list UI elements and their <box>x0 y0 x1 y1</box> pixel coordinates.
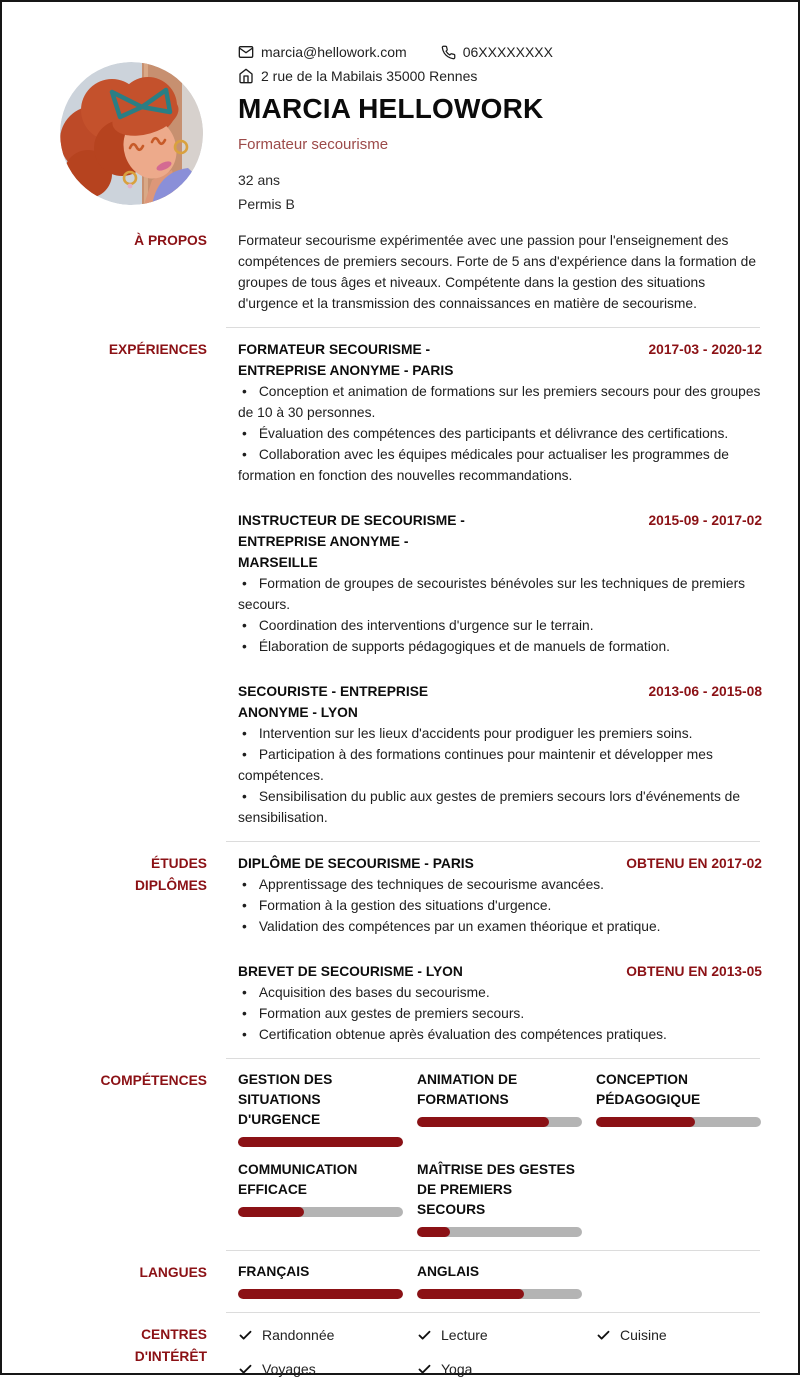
skill-name: COMMUNICATION EFFICACE <box>238 1162 358 1197</box>
header <box>2 2 798 216</box>
section-languages <box>2 1262 798 1299</box>
bullet-text: Conception et animation de formations sur les premiers secours pour des groupes de 10 à 30 personnes. <box>238 384 761 420</box>
divider <box>226 1312 760 1313</box>
check-icon <box>238 1362 253 1377</box>
bullet-icon: • <box>242 985 247 1000</box>
skill-bar-fill <box>596 1117 695 1127</box>
bullet-item <box>238 786 762 828</box>
experience-date: 2015-09 - 2017-02 <box>648 513 762 528</box>
section-skills <box>2 1070 798 1237</box>
bullet-icon: • <box>242 618 247 633</box>
contact-phone <box>441 40 553 64</box>
check-icon <box>417 1328 432 1343</box>
bullet-item <box>238 444 762 486</box>
experience-entry <box>238 510 762 657</box>
phone-icon <box>441 45 456 60</box>
skill-bar <box>596 1117 761 1127</box>
skill-bar-fill <box>417 1117 549 1127</box>
skill-name: CONCEPTION PÉDAGOGIQUE <box>596 1072 701 1107</box>
language <box>238 1262 403 1299</box>
section-label-about: À PROPOS <box>134 233 207 248</box>
bullet-item <box>238 895 762 916</box>
skill-name: MAÎTRISE DES GESTES DE PREMIERS SECOURS <box>417 1162 575 1217</box>
experience-title: INSTRUCTEUR DE SECOURISME - ENTREPRISE ANONYME - MARSEILLE <box>238 513 465 570</box>
education-title: DIPLÔME DE SECOURISME - PARIS <box>238 856 474 871</box>
divider <box>226 1250 760 1251</box>
section-label-interests <box>2 1324 207 1368</box>
section-label-line: D'INTÉRÊT <box>134 1349 207 1364</box>
skill <box>238 1070 403 1147</box>
bullet-icon: • <box>242 919 247 934</box>
bullet-text: Élaboration de supports pédagogiques et de manuels de formation. <box>258 639 670 654</box>
skill-bar-fill <box>238 1137 403 1147</box>
section-about <box>2 230 798 314</box>
experience-date: 2017-03 - 2020-12 <box>648 342 762 357</box>
skill <box>596 1070 761 1127</box>
divider <box>226 327 760 328</box>
address-text: 2 rue de la Mabilais 35000 Rennes <box>261 68 478 84</box>
language-name: FRANÇAIS <box>238 1264 310 1279</box>
divider <box>226 841 760 842</box>
cv-page <box>2 2 798 1377</box>
bullet-icon: • <box>242 1027 247 1042</box>
experience-title: SECOURISTE - ENTREPRISE ANONYME - LYON <box>238 684 429 720</box>
experience-title: FORMATEUR SECOURISME - ENTREPRISE ANONYME - PARIS <box>238 342 454 378</box>
bullet-text: Validation des compétences par un examen théorique et pratique. <box>258 919 661 934</box>
about-text: Formateur secourisme expérimentée avec une passion pour l'enseignement des compétences de premiers secours. Forte de 5 ans d'expérience dans la formation de groupes de tous âges et niveaux. Compétente dans la gestion des situations d'urgence et la transmission des connaissances en matière de secourisme. <box>238 233 756 311</box>
skill-bar-fill <box>417 1227 450 1237</box>
bullet-icon: • <box>242 639 247 654</box>
experience-date: 2013-06 - 2015-08 <box>648 684 762 699</box>
divider <box>226 1058 760 1059</box>
interest-item <box>238 1324 403 1346</box>
bullet-text: Acquisition des bases du secourisme. <box>258 985 490 1000</box>
envelope-icon <box>238 44 254 60</box>
education-entry <box>238 853 762 937</box>
skill <box>417 1160 582 1237</box>
bullet-text: Formation à la gestion des situations d'urgence. <box>258 898 552 913</box>
bullet-text: Évaluation des compétences des participants et délivrance des certifications. <box>258 426 729 441</box>
bullet-item <box>238 615 762 636</box>
skill <box>238 1160 403 1217</box>
bullet-text: Formation aux gestes de premiers secours. <box>258 1006 525 1021</box>
interest-item <box>238 1358 403 1380</box>
language-bar <box>238 1289 403 1299</box>
skill-bar <box>417 1117 582 1127</box>
header-main <box>238 40 758 216</box>
language <box>417 1262 582 1299</box>
interest-item <box>417 1358 582 1380</box>
bullet-text: Certification obtenue après évaluation des compétences pratiques. <box>258 1027 667 1042</box>
skill-bar <box>238 1207 403 1217</box>
education-entry <box>238 961 762 1045</box>
check-icon <box>596 1328 611 1343</box>
check-icon <box>417 1362 432 1377</box>
home-icon <box>238 68 254 84</box>
interest-item <box>596 1324 761 1346</box>
skill <box>417 1070 582 1127</box>
bullet-icon: • <box>242 877 247 892</box>
email-text: marcia@hellowork.com <box>261 44 407 60</box>
bullet-item <box>238 723 762 744</box>
section-label-languages: LANGUES <box>139 1265 207 1280</box>
bullet-text: Sensibilisation du public aux gestes de premiers secours lors d'événements de sensibilisation. <box>238 789 741 825</box>
contact-row-2 <box>238 64 758 88</box>
interest-label: Randonnée <box>262 1327 335 1343</box>
experience-entry <box>238 681 762 828</box>
check-icon <box>238 1328 253 1343</box>
bullet-icon: • <box>242 1006 247 1021</box>
bullet-text: Collaboration avec les équipes médicales pour actualiser les programmes de formation en fonction des nouvelles recommandations. <box>238 447 729 483</box>
bullet-icon: • <box>242 898 247 913</box>
driving-license-text: Permis B <box>238 196 295 212</box>
contact-email <box>238 40 407 64</box>
bullet-text: Formation de groupes de secouristes bénévoles sur les techniques de premiers secours. <box>238 576 746 612</box>
bullet-icon: • <box>242 789 247 804</box>
bullet-item <box>238 982 762 1003</box>
interest-label: Voyages <box>262 1361 316 1377</box>
bullet-item <box>238 1003 762 1024</box>
candidate-name: MARCIA HELLOWORK <box>238 93 544 124</box>
language-name: ANGLAIS <box>417 1264 480 1279</box>
bullet-item <box>238 636 762 657</box>
language-bar-fill <box>238 1289 403 1299</box>
avatar-illustration <box>60 62 203 205</box>
skill-name: GESTION DES SITUATIONS D'URGENCE <box>238 1072 333 1127</box>
bullet-icon: • <box>242 726 247 741</box>
contact-row-1 <box>238 40 758 64</box>
bullet-item <box>238 423 762 444</box>
contact-address <box>238 64 477 88</box>
section-education <box>2 853 798 1045</box>
interest-item <box>417 1324 582 1346</box>
experience-entry <box>238 339 762 486</box>
avatar <box>60 62 203 205</box>
job-title: Formateur secourisme <box>238 136 389 153</box>
section-label-line: CENTRES <box>141 1327 207 1342</box>
education-date: OBTENU EN 2017-02 <box>626 856 762 871</box>
bullet-text: Apprentissage des techniques de secourisme avancées. <box>258 877 604 892</box>
bullet-item <box>238 874 762 895</box>
language-bar-fill <box>417 1289 524 1299</box>
bullet-icon: • <box>242 747 247 762</box>
section-label-education <box>2 853 207 897</box>
bullet-text: Intervention sur les lieux d'accidents pour prodiguer les premiers soins. <box>258 726 693 741</box>
phone-text: 06XXXXXXXX <box>462 44 553 60</box>
section-label-line: ÉTUDES <box>151 856 207 871</box>
education-title: BREVET DE SECOURISME - LYON <box>238 964 463 979</box>
education-date: OBTENU EN 2013-05 <box>626 964 762 979</box>
personal-meta <box>238 168 758 216</box>
section-experiences <box>2 339 798 828</box>
skill-name: ANIMATION DE FORMATIONS <box>417 1072 518 1107</box>
bullet-item <box>238 573 762 615</box>
bullet-icon: • <box>242 447 247 462</box>
section-label-skills: COMPÉTENCES <box>100 1073 207 1088</box>
bullet-icon: • <box>242 384 247 399</box>
interest-label: Cuisine <box>620 1327 667 1343</box>
bullet-item <box>238 916 762 937</box>
age-text: 32 ans <box>238 172 281 188</box>
bullet-text: Coordination des interventions d'urgence sur le terrain. <box>258 618 594 633</box>
section-label-line: DIPLÔMES <box>134 878 207 893</box>
skill-bar <box>417 1227 582 1237</box>
bullet-item <box>238 381 762 423</box>
skill-bar-fill <box>238 1207 304 1217</box>
section-interests <box>2 1324 798 1380</box>
skill-bar <box>238 1137 403 1147</box>
language-bar <box>417 1289 582 1299</box>
bullet-item <box>238 744 762 786</box>
bullet-icon: • <box>242 426 247 441</box>
bullet-text: Participation à des formations continues pour maintenir et développer mes compétences. <box>238 747 713 783</box>
interest-label: Yoga <box>441 1361 473 1377</box>
bullet-icon: • <box>242 576 247 591</box>
interest-label: Lecture <box>441 1327 488 1343</box>
section-label-experiences: EXPÉRIENCES <box>108 342 207 357</box>
bullet-item <box>238 1024 762 1045</box>
